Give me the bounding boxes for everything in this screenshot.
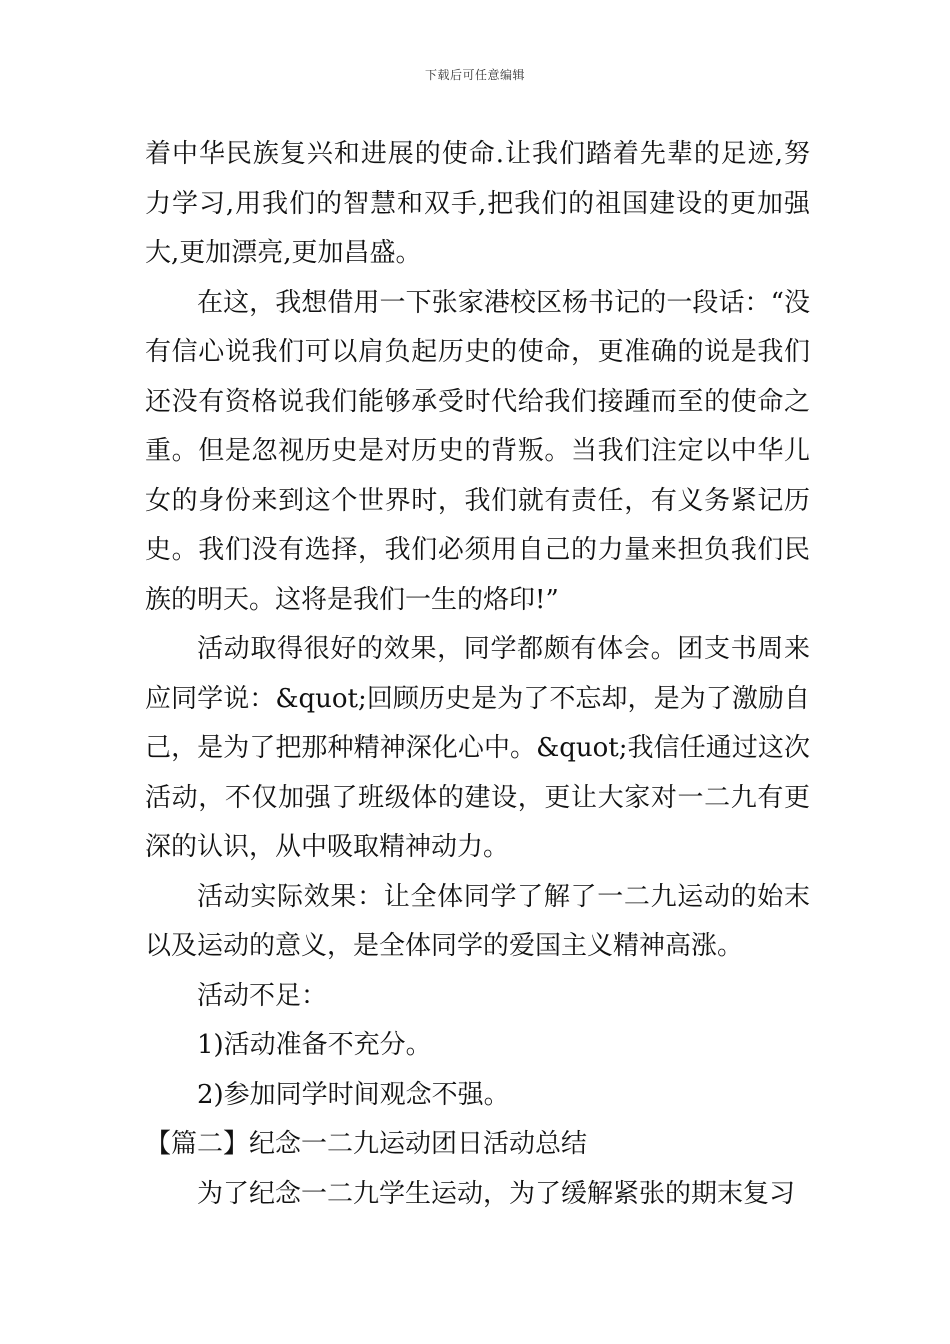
list-item-2: 2)参加同学时间观念不强。 <box>197 1079 510 1110</box>
paragraph-6: 为了纪念一二九学生运动，为了缓解紧张的期末复习 <box>197 1178 796 1209</box>
paragraph-3: 活动取得很好的效果，同学都颇有体会。团支书周来应同学说：&quot;回顾历史是为了不忘却，是为了激励自己，是为了把那种精神深化心中。&quot;我信任通过这次活动，不仅加强了班级体的建设，更让大家对一二九有更深的认识，从中吸取精神动力。 <box>145 634 810 862</box>
paragraph-5: 活动不足： <box>197 980 328 1011</box>
document-body <box>145 130 810 1219</box>
page-header: 下载后可任意编辑 <box>424 68 525 82</box>
paragraph-2: 在这，我想借用一下张家港校区杨书记的一段话：“没有信心说我们可以肩负起历史的使命，更准确的说是我们还没有资格说我们能够承受时代给我们接踵而至的使命之重。但是忽视历史是对历史的背叛。当我们注定以中华儿女的身份来到这个世界时，我们就有责任，有义务紧记历史。我们没有选择，我们必须用自己的力量来担负我们民族的明天。这将是我们一生的烙印!” <box>145 287 810 615</box>
list-item-1: 1)活动准备不充分。 <box>197 1030 432 1060</box>
paragraph-4: 活动实际效果：让全体同学了解了一二九运动的始末以及运动的意义，是全体同学的爱国主义精神高涨。 <box>145 881 810 961</box>
paragraph-1: 着中华民族复兴和进展的使命.让我们踏着先辈的足迹,努力学习,用我们的智慧和双手,把我们的祖国建设的更加强大,更加漂亮,更加昌盛。 <box>145 139 810 268</box>
section-heading: 【篇二】纪念一二九运动团日活动总结 <box>145 1129 588 1159</box>
